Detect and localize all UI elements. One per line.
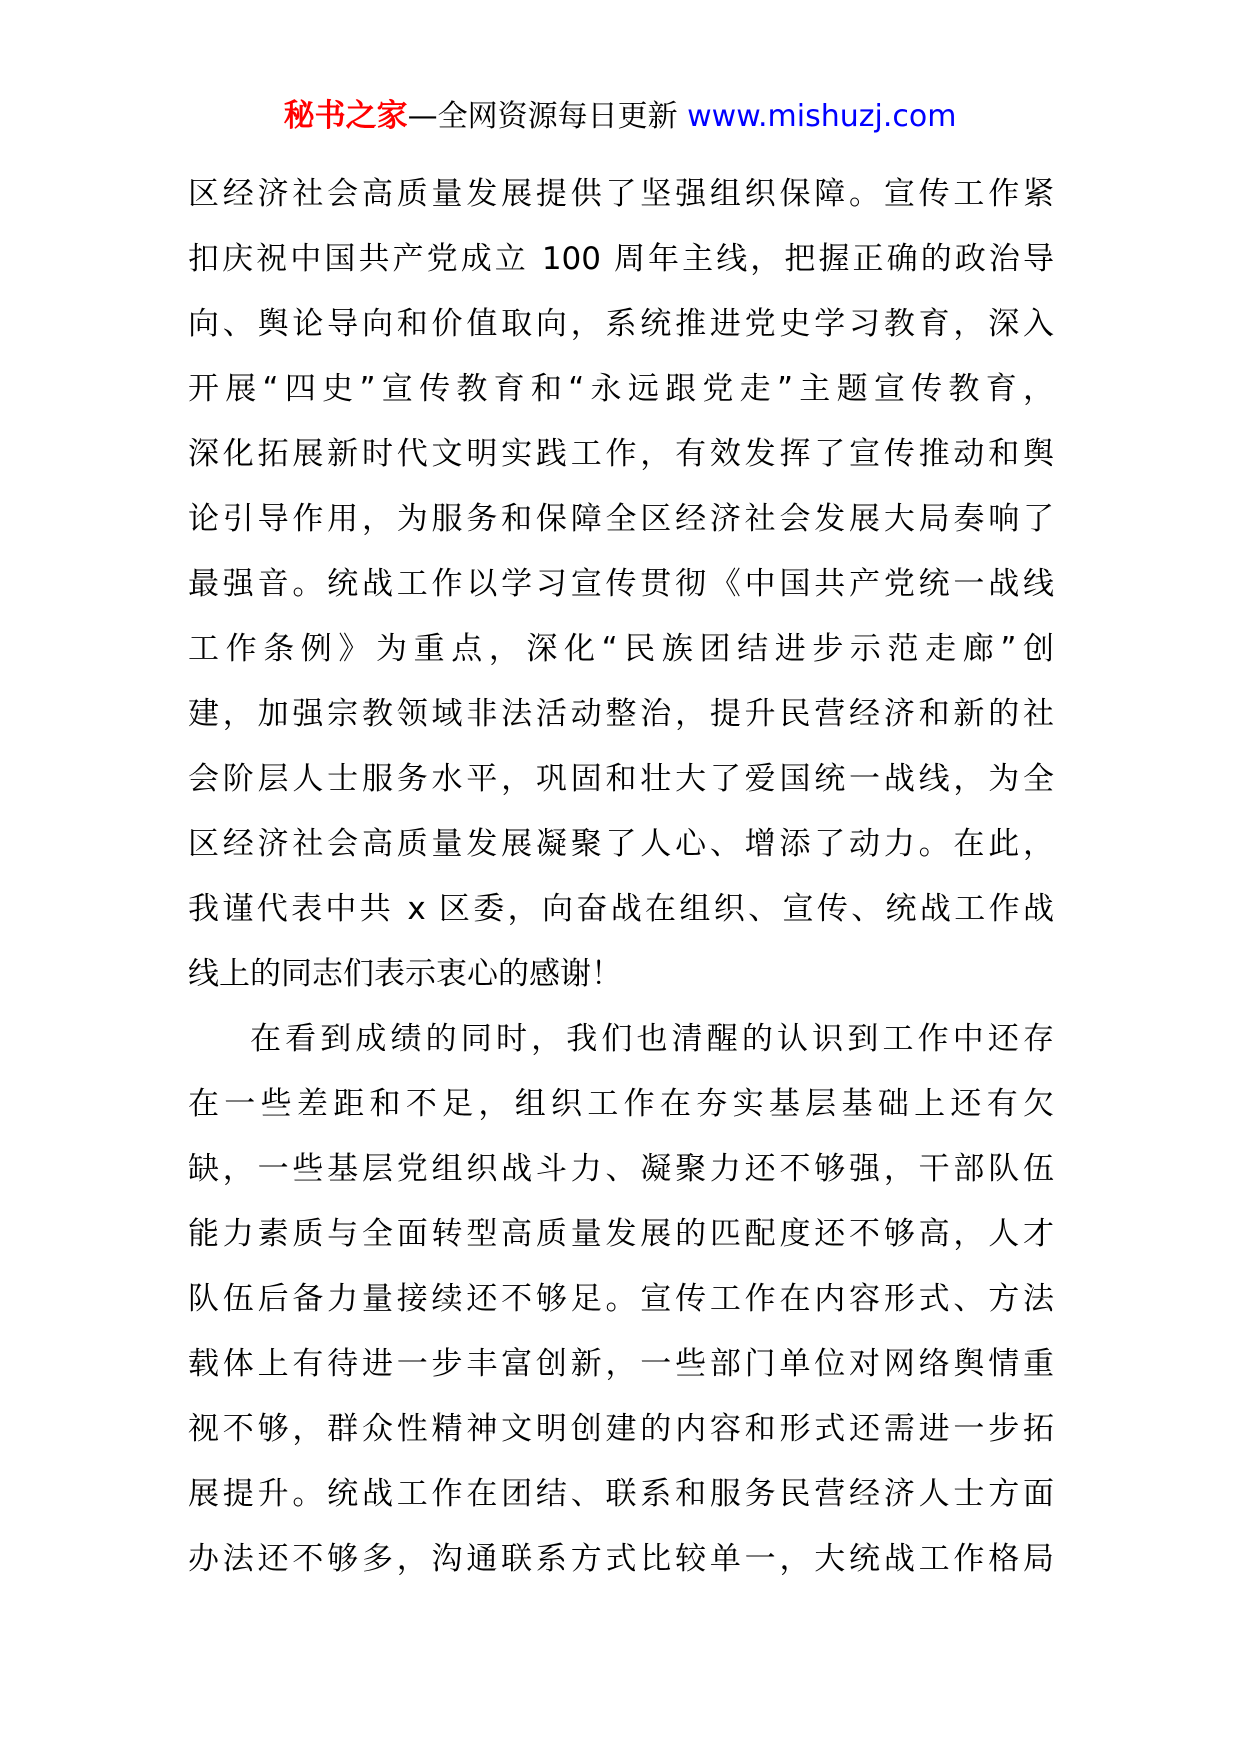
text-line: 载体上有待进一步丰富创新，一些部门单位对网络舆情重 bbox=[188, 1346, 1054, 1382]
document-body bbox=[188, 162, 1054, 1592]
text-line: 在看到成绩的同时，我们也清醒的认识到工作中还存 bbox=[250, 1021, 1054, 1057]
text-line: 建，加强宗教领域非法活动整治，提升民营经济和新的社 bbox=[188, 696, 1054, 732]
text-line: 深化拓展新时代文明实践工作，有效发挥了宣传推动和舆 bbox=[188, 436, 1054, 472]
text-line: 展提升。统战工作在团结、联系和服务民营经济人士方面 bbox=[188, 1476, 1054, 1512]
text-line: 开展“四史”宣传教育和“永远跟党走”主题宣传教育， bbox=[188, 371, 1054, 407]
page-header bbox=[0, 96, 1240, 137]
paragraph bbox=[188, 1007, 1054, 1592]
text-line: 在一些差距和不足，组织工作在夯实基层基础上还有欠 bbox=[188, 1086, 1054, 1122]
text-line: 区经济社会高质量发展凝聚了人心、增添了动力。在此， bbox=[188, 826, 1054, 862]
site-url-link[interactable]: www.mishuzj.com bbox=[687, 99, 957, 134]
text-line: 向、舆论导向和价值取向，系统推进党史学习教育，深入 bbox=[188, 306, 1054, 342]
text-line: 视不够，群众性精神文明创建的内容和形式还需进一步拓 bbox=[188, 1411, 1054, 1447]
text-line: 缺，一些基层党组织战斗力、凝聚力还不够强，干部队伍 bbox=[188, 1151, 1054, 1187]
paragraph bbox=[188, 162, 1054, 1007]
brand-name: 秘书之家 bbox=[283, 98, 408, 134]
text-line: 最强音。统战工作以学习宣传贯彻《中国共产党统一战线 bbox=[188, 566, 1054, 602]
text-line: 线上的同志们表示衷心的感谢！ bbox=[188, 956, 622, 992]
text-line: 办法还不够多，沟通联系方式比较单一，大统战工作格局 bbox=[188, 1541, 1054, 1577]
text-line: 区经济社会高质量发展提供了坚强组织保障。宣传工作紧 bbox=[188, 176, 1054, 212]
text-line: 论引导作用，为服务和保障全区经济社会发展大局奏响了 bbox=[188, 501, 1054, 537]
header-tagline: —全网资源每日更新 bbox=[407, 99, 688, 134]
text-line: 会阶层人士服务水平，巩固和壮大了爱国统一战线，为全 bbox=[188, 761, 1054, 797]
text-line: 队伍后备力量接续还不够足。宣传工作在内容形式、方法 bbox=[188, 1281, 1054, 1317]
text-line: 扣庆祝中国共产党成立 100 周年主线，把握正确的政治导 bbox=[188, 241, 1054, 277]
text-line: 我谨代表中共 x 区委，向奋战在组织、宣传、统战工作战 bbox=[188, 891, 1054, 927]
text-line: 能力素质与全面转型高质量发展的匹配度还不够高，人才 bbox=[188, 1216, 1054, 1252]
text-line: 工作条例》为重点，深化“民族团结进步示范走廊”创 bbox=[188, 631, 1054, 667]
